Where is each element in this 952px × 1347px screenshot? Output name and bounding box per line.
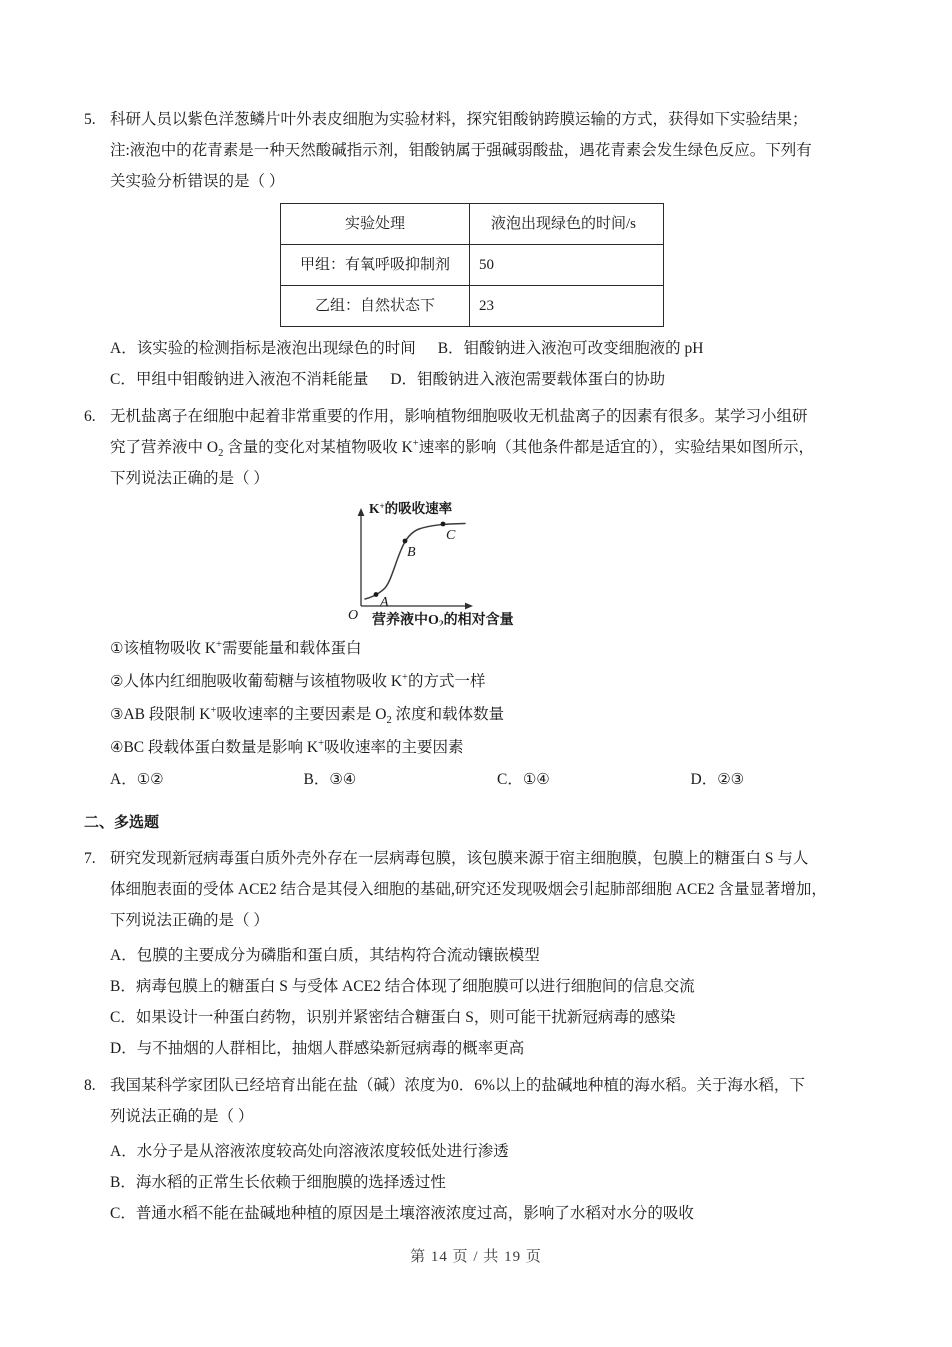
stem-6-subscript: 2 (218, 448, 224, 460)
statement-2-marker: ② (110, 672, 124, 690)
option-a-text: 该实验的检测指标是液泡出现绿色的时间 (136, 340, 416, 357)
option-a-text: ①② (136, 770, 164, 788)
option-c-label: C． (110, 1205, 136, 1222)
question-8-options (110, 1136, 884, 1229)
question-8-option-b (110, 1167, 884, 1198)
option-c-label: C． (110, 371, 136, 388)
option-d-label: D． (110, 1040, 137, 1057)
question-6-statements (110, 632, 884, 764)
statement-2-text-a: 人体内红细胞吸收葡萄糖与该植物吸收 K (123, 673, 403, 690)
question-7-stem (110, 843, 884, 936)
option-d-label: D． (690, 771, 718, 788)
option-b-text: 病毒包膜上的糖蛋白 S 与受体 ACE2 结合体现了细胞膜可以进行细胞间的信息交流 (135, 978, 695, 995)
table-cell-group-b-time: 23 (470, 286, 664, 327)
option-c-text: 普通水稻不能在盐碱地种植的原因是土壤溶液浓度过高，影响了水稻对水分的吸收 (135, 1205, 694, 1222)
question-7-option-a (110, 940, 884, 971)
question-6-option-d (691, 764, 885, 795)
question-5 (84, 104, 884, 197)
question-6-stem-line-1: 无机盐离子在细胞中起着非常重要的作用，影响植物细胞吸收无机盐离子的因素有很多。某学习小组研 (110, 408, 808, 425)
statement-4-text-b: 吸收速率的主要因素 (324, 739, 464, 756)
option-d-text: 钼酸钠进入液泡需要载体蛋白的协助 (417, 371, 666, 388)
question-8-number: 8. (84, 1077, 96, 1094)
question-7 (84, 843, 884, 936)
question-6-options (110, 764, 884, 795)
question-6 (84, 401, 884, 494)
statement-3-text-c: 浓度和载体数量 (391, 706, 505, 723)
table-header-time: 液泡出现绿色的时间/s (470, 204, 664, 245)
question-6-option-c (497, 764, 691, 795)
table-header-row (281, 204, 664, 245)
question-5-stem-line-2: 注:液泡中的花青素是一种天然酸碱指示剂，钼酸钠属于强碱弱酸盐，遇花青素会发生绿色反应。下列有 (110, 142, 812, 159)
statement-2-superscript: + (402, 671, 408, 683)
kplus-uptake-chart (339, 498, 629, 626)
question-8 (84, 1070, 884, 1132)
option-a-text: 水分子是从溶液浓度较高处向溶液浓度较低处进行渗透 (136, 1143, 509, 1160)
question-6-stem (110, 401, 884, 494)
page-footer: 第 14 页 / 共 19 页 (410, 1249, 542, 1265)
question-6-number: 6. (84, 408, 96, 425)
stem-6-part-c: 速率的影响（其他条件都是适宜的），实验结果如图所示， (418, 439, 815, 456)
question-8-stem (110, 1070, 884, 1132)
option-c-text: 甲组中钼酸钠进入液泡不消耗能量 (135, 371, 369, 388)
option-b-label: B． (437, 340, 464, 357)
option-a-label: A． (110, 1143, 137, 1160)
statement-4 (110, 731, 884, 764)
option-d-text: 与不抽烟的人群相比，抽烟人群感染新冠病毒的概率更高 (136, 1040, 525, 1057)
option-b-text: ③④ (329, 770, 357, 788)
statement-3-superscript: + (210, 704, 217, 716)
question-5-stem (110, 104, 884, 197)
option-a-text: 包膜的主要成分为磷脂和蛋白质，其结构符合流动镶嵌模型 (136, 947, 540, 964)
option-c-label: C． (497, 771, 523, 788)
option-a-label: A． (110, 771, 137, 788)
statement-1-marker: ① (110, 639, 124, 657)
stem-6-part-b: 含量的变化对某植物吸收 K (223, 439, 413, 456)
statement-1-text-a: 该植物吸收 K (123, 640, 217, 657)
data-point-B-label: B (407, 545, 416, 560)
stem-6-part-a: 究了营养液中 O (110, 439, 219, 456)
statement-1-superscript: + (216, 638, 222, 650)
statement-4-superscript: + (318, 737, 325, 749)
question-8-option-a (110, 1136, 884, 1167)
question-5-option-row-ab (110, 333, 884, 364)
y-axis-label: K+的吸收速率 (369, 501, 453, 516)
statement-3-text-b: 吸收速率的主要因素是 O (216, 706, 387, 723)
y-axis-arrowhead (358, 508, 365, 516)
experiment-table-wrapper (84, 203, 884, 327)
question-5-options (110, 333, 884, 395)
data-point-A (374, 592, 379, 597)
table-cell-group-a-time: 50 (470, 245, 664, 286)
origin-label: O (348, 608, 359, 623)
question-6-option-b (304, 764, 498, 795)
table-header-treatment: 实验处理 (281, 204, 470, 245)
statement-4-text-a: BC 段载体蛋白数量是影响 K (123, 739, 319, 756)
stem-6-superscript: + (412, 437, 419, 449)
question-7-option-d (110, 1033, 884, 1064)
question-5-stem-line-1: 科研人员以紫色洋葱鳞片叶外表皮细胞为实验材料，探究钼酸钠跨膜运输的方式，获得如下实验结果； (110, 111, 808, 128)
question-6-stem-line-2 (110, 432, 884, 463)
option-d-text: ②③ (717, 770, 745, 788)
statement-3-subscript: 2 (386, 715, 392, 727)
option-b-label: B． (110, 978, 136, 995)
question-5-number: 5. (84, 111, 96, 128)
question-8-stem-line-2: 列说法正确的是（ ） (110, 1108, 254, 1125)
statement-4-marker: ④ (110, 738, 124, 756)
data-point-C (441, 522, 446, 527)
data-point-B (403, 539, 408, 544)
statement-3-marker: ③ (110, 705, 124, 723)
question-8-option-c (110, 1198, 884, 1229)
question-7-number: 7. (84, 850, 96, 867)
option-c-label: C． (110, 1009, 136, 1026)
question-7-stem-line-1: 研究发现新冠病毒蛋白质外壳外存在一层病毒包膜，该包膜来源于宿主细胞膜，包膜上的糖蛋白 S 与人 (110, 850, 809, 867)
question-5-stem-line-3: 关实验分析错误的是（ ） (110, 173, 285, 190)
statement-3-text-a: AB 段限制 K (123, 706, 211, 723)
question-7-stem-line-3: 下列说法正确的是（ ） (110, 912, 269, 929)
question-7-options (110, 940, 884, 1064)
question-6-option-a (110, 764, 304, 795)
statement-1-text-b: 需要能量和载体蛋白 (221, 640, 362, 657)
option-b-label: B． (110, 1174, 136, 1191)
question-7-stem-line-2: 体细胞表面的受体 ACE2 结合是其侵入细胞的基础,研究还发现吸烟会引起肺部细胞 ACE2 含量显著增加， (110, 881, 827, 898)
section-heading-multiple-choice: 二、多选题 (84, 815, 160, 831)
table-row (281, 286, 664, 327)
kplus-uptake-figure (84, 498, 884, 626)
option-c-text: ①④ (522, 770, 550, 788)
page-content (84, 104, 884, 1229)
question-8-stem-line-1: 我国某科学家团队已经培育出能在盐（碱）浓度为0．6%以上的盐碱地种植的海水稻。关于海水稻，下 (110, 1077, 805, 1094)
question-5-option-row-cd (110, 364, 884, 395)
data-point-C-label: C (446, 528, 456, 543)
question-7-option-b (110, 971, 884, 1002)
data-point-A-label: A (380, 595, 389, 610)
table-cell-group-b-treatment: 乙组：自然状态下 (281, 286, 470, 327)
statement-2 (110, 665, 884, 698)
statement-2-text-b: 的方式一样 (407, 673, 486, 690)
option-c-text: 如果设计一种蛋白药物，识别并紧密结合糖蛋白 S，则可能干扰新冠病毒的感染 (135, 1009, 676, 1026)
table-cell-group-a-treatment: 甲组：有氧呼吸抑制剂 (281, 245, 470, 286)
statement-1 (110, 632, 884, 665)
statement-3 (110, 698, 884, 731)
option-b-text: 钼酸钠进入液泡可改变细胞液的 pH (463, 340, 704, 357)
option-a-label: A． (110, 947, 137, 964)
experiment-table (280, 203, 664, 327)
option-d-label: D． (390, 371, 418, 388)
table-row (281, 245, 664, 286)
option-a-label: A． (110, 340, 137, 357)
x-axis-label: 营养液中$O_2$的相对含量 (372, 613, 514, 626)
option-b-label: B． (303, 771, 330, 788)
question-6-stem-line-3: 下列说法正确的是（ ） (110, 470, 269, 487)
question-7-option-c (110, 1002, 884, 1033)
option-b-text: 海水稻的正常生长依赖于细胞膜的选择透过性 (135, 1174, 446, 1191)
x-axis-arrowhead (465, 603, 473, 610)
